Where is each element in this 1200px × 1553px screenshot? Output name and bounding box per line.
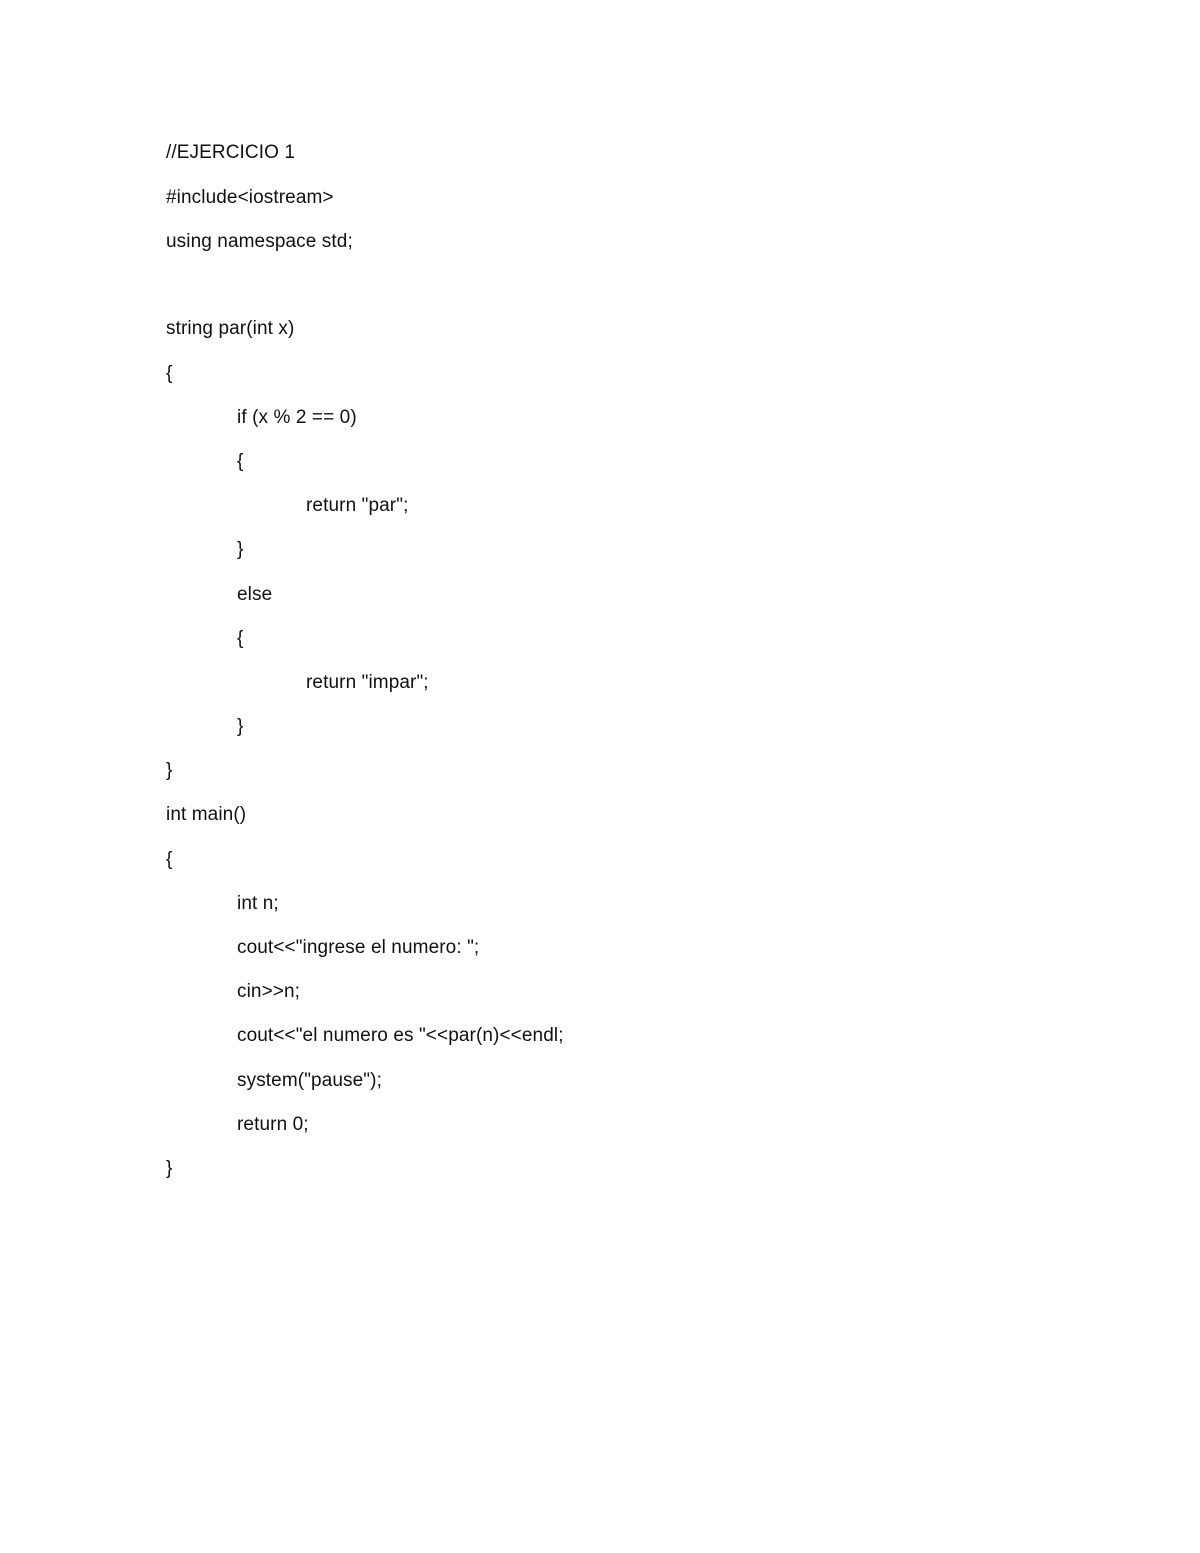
code-if-line: if (x % 2 == 0) <box>237 407 357 428</box>
code-declaration-line: int n; <box>237 893 279 914</box>
code-close-brace: } <box>166 760 173 781</box>
code-namespace-line: using namespace std; <box>166 231 353 252</box>
code-return-impar-line: return "impar"; <box>306 672 429 693</box>
code-else-line: else <box>237 584 273 605</box>
code-open-brace: { <box>166 849 173 870</box>
code-function-signature: string par(int x) <box>166 318 295 339</box>
code-close-brace: } <box>237 539 244 560</box>
code-include-line: #include<iostream> <box>166 187 334 208</box>
code-close-brace: } <box>166 1158 173 1179</box>
code-prompt-output-line: cout<<"ingrese el numero: "; <box>237 937 480 958</box>
code-input-line: cin>>n; <box>237 981 301 1002</box>
code-close-brace: } <box>237 716 244 737</box>
code-open-brace: { <box>237 451 244 472</box>
code-system-pause-line: system("pause"); <box>237 1070 382 1091</box>
code-result-output-line: cout<<"el numero es "<<par(n)<<endl; <box>237 1025 564 1046</box>
code-main-signature: int main() <box>166 804 247 825</box>
code-open-brace: { <box>166 363 173 384</box>
code-return-zero-line: return 0; <box>237 1114 309 1135</box>
code-comment-line: //EJERCICIO 1 <box>166 142 296 163</box>
code-return-par-line: return "par"; <box>306 495 409 516</box>
code-open-brace: { <box>237 628 244 649</box>
